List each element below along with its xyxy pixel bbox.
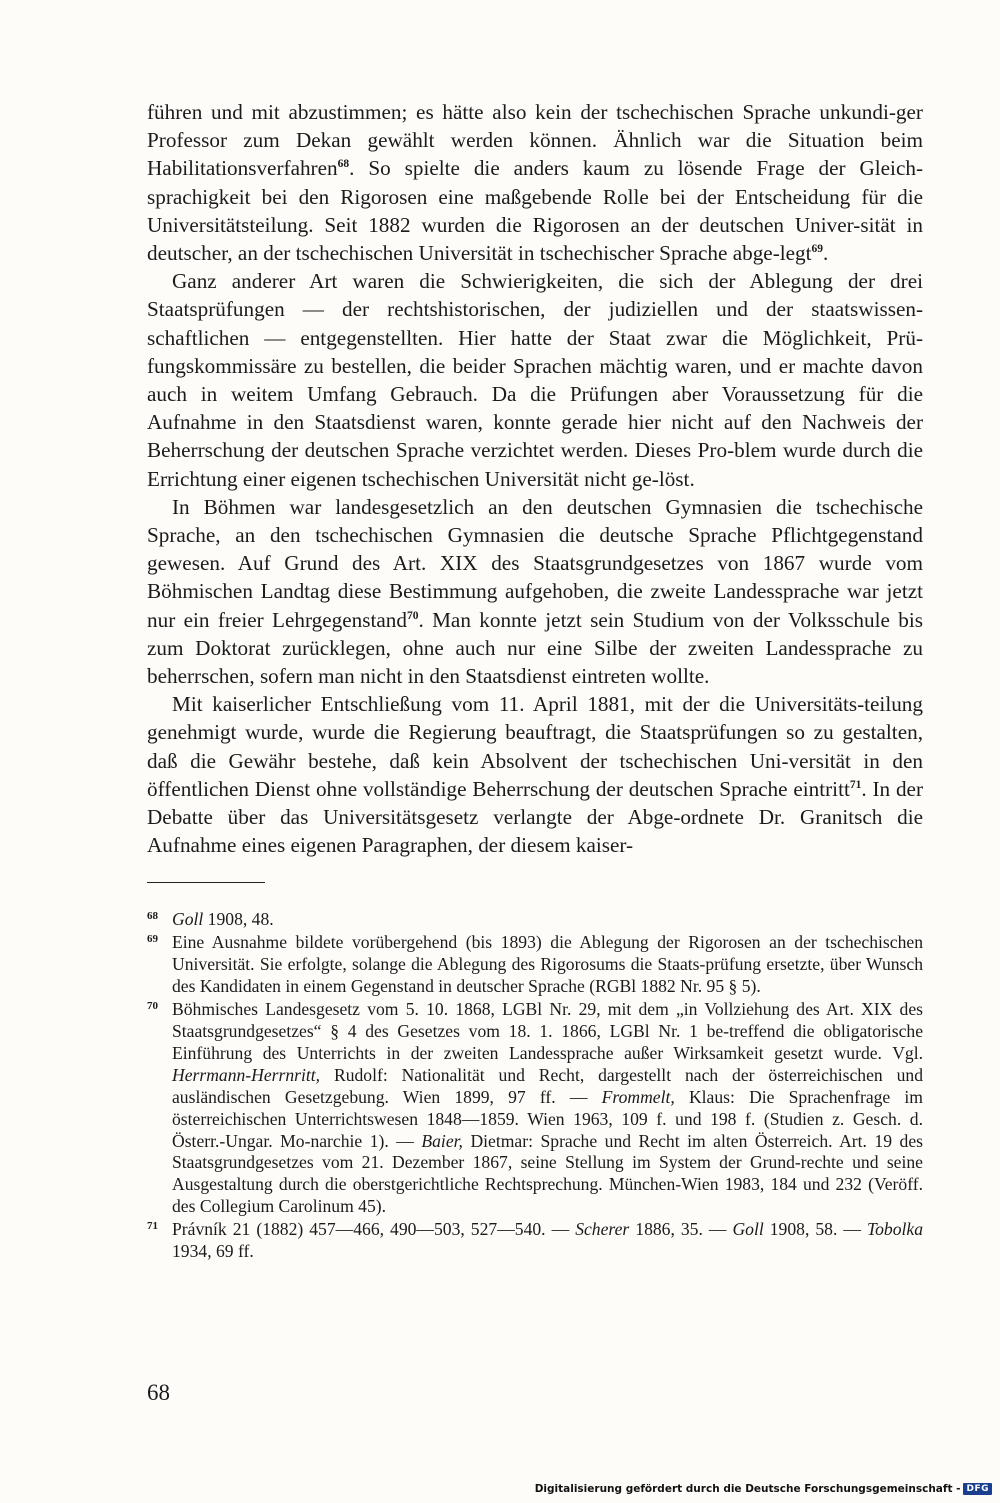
paragraph-1-text-3: . — [823, 241, 829, 266]
dfg-logo: DFG — [963, 1483, 992, 1495]
footnote-text — [172, 909, 923, 931]
footnote-number: 69 — [147, 933, 158, 946]
footnote-text-segment: Böhmisches Landesgesetz vom 5. 10. 1868, LGBl Nr. 29, mit dem „in Vollziehung des Art. XIX des Staatsgrundgesetzes“ § 4 des Gesetzes vom 18. 1. 1866, LGBl Nr. 1 be-treffend die obligatorische Einführung des Unterrichts in der zweiten Landessprache außer Wirksamkeit gesetzt wurde. Vgl. — [172, 999, 923, 1063]
paragraph-1 — [147, 98, 923, 267]
footnote-text-segment: 1934, 69 ff. — [172, 1241, 254, 1262]
footnote-text-segment: 1908, 48. — [203, 909, 274, 930]
footnote-text — [172, 932, 923, 998]
footnote-ref-71[interactable]: 71 — [849, 778, 862, 791]
footnote-author-name: Baier, — [421, 1130, 463, 1151]
footnote-ref-68[interactable]: 68 — [337, 158, 350, 171]
footnote-number: 71 — [147, 1220, 158, 1233]
footnote-text-segment: Rudolf: Nationalität und Recht, dargestellt nach der österreichischen und ausländischen Gesetzgebung. Wien 1899, 97 ff. — — [172, 1064, 923, 1107]
footnote-author-name: Tobolka — [866, 1219, 924, 1240]
paragraph-3-text: In Böhmen war landesgesetzlich an den deutschen Gymnasien die tschechische Sprache, an den tschechischen Gymnasien die deutsche Sprache Pflichtgegenstand gewesen. Auf Grund des Art. XIX des Staatsgrundgesetzes von 1867 wurde vom Böhmischen Landtag diese Bestimmung aufgehoben, die zweite Landessprache war jetzt nur ein freier Lehrgegenstand — [147, 494, 923, 632]
footnote-author-name: Goll — [172, 909, 204, 930]
footnote-text-segment: 1908, 58. — — [763, 1219, 867, 1240]
footnote-71 — [147, 1219, 923, 1263]
footnote-divider — [147, 882, 265, 883]
paragraph-2: Ganz anderer Art waren die Schwierigkeiten, die sich der Ablegung der drei Staatsprüfungen — der rechtshistorischen, der judiziellen und der staatswissen-schaftlichen — entgegenstellten. Hier hatte der Staat zwar die Möglichkeit, Prü-fungskommissäre zu bestellen, die beider Sprachen mächtig waren, und er machte davon auch in weitem Umfang Gebrauch. Da die Prüfungen aber Voraussetzung für die Aufnahme in den Staatsdienst waren, konnte gerade hier nicht auf den Nachweis der Beherrschung der deutschen Sprache verzichtet werden. Dieses Pro-blem wurde durch die Errichtung einer eigenen tschechischen Universität nicht ge-löst. — [147, 269, 923, 491]
paragraph-4 — [147, 690, 923, 859]
footnote-text — [172, 999, 923, 1218]
digitization-text: Digitalisierung gefördert durch die Deutsche Forschungsgemeinschaft - — [534, 1483, 961, 1495]
footnote-ref-69[interactable]: 69 — [811, 243, 824, 256]
footnote-number: 70 — [147, 1000, 158, 1013]
footnote-69 — [147, 932, 923, 998]
footnote-author-name: Goll — [732, 1219, 764, 1240]
paragraph-4-text: Mit kaiserlicher Entschließung vom 11. April 1881, mit der die Universitäts-teilung genehmigt wurde, wurde die Regierung beauftragt, die Staatsprüfungen so zu gestalten, daß die Gewähr bestehe, daß kein Absolvent der tschechischen Uni-versität in den öffentlichen Dienst ohne vollständige Beherrschung der deutschen Sprache eintritt — [147, 692, 923, 801]
footnote-author-name: Herrmann-Herrnritt, — [172, 1064, 321, 1085]
footnote-text-segment: Dietmar: Sprache und Recht im alten Österreich. Art. 19 des Staatsgrundgesetzes vom 21. Dezember 1867, seine Stellung im System der Grund-rechte und seine Ausgestaltung durch die oberstgerichtliche Rechtsprechung. München-Wien 1983, 184 und 232 (Veröff. des Collegium Carolinum 45). — [172, 1130, 923, 1217]
paragraph-1-text: führen und mit abzustimmen; es hätte also kein der tschechischen Sprache unkundi-ger Professor zum Dekan gewählt werden können. Ähnlich war die Situation beim Habilitationsverfahren — [147, 100, 923, 181]
footnote-author-name: Frommelt, — [601, 1086, 675, 1107]
page-content — [147, 98, 923, 1264]
paragraph-1-text-2: . So spielte die anders kaum zu lösende Frage der Gleich-sprachigkeit bei den Rigorosen eine maßgebende Rolle bei der Entscheidung für die Universitätsteilung. Seit 1882 wurden die Rigorosen an der deutschen Univer-sität in deutscher, an der tschechischen Universität in tschechischer Sprache abge-legt — [147, 156, 923, 266]
footnote-text-segment: Eine Ausnahme bildete vorübergehend (bis 1893) die Ablegung der Rigorosen an der tschechischen Universität. Sie erfolgte, solange die Ablegung des Rigorosums die Staats-prüfung ersetzte, über Wunsch des Kandidaten in einem Gegenstand in deutscher Sprache (RGBl 1882 Nr. 95 § 5). — [172, 932, 923, 997]
paragraph-4-text-2: . In der Debatte über das Universitätsgesetz verlangte der Abge-ordnete Dr. Granitsch die Aufnahme eines eigenen Paragraphen, der diesem kaiser- — [147, 776, 923, 858]
footnote-text — [172, 1219, 923, 1263]
footnote-text-segment: Klaus: Die Sprachenfrage im österreichischen Unterrichtswesen 1848—1859. Wien 1963, 109 f. und 198 f. (Studien z. Gesch. d. Österr.-Ungar. Mo-narchie 1). — — [172, 1086, 923, 1151]
footnote-text-segment: 1886, 35. — — [629, 1219, 733, 1240]
paragraph-3 — [147, 493, 923, 690]
footnotes — [147, 909, 923, 1263]
footnote-number: 68 — [147, 910, 158, 923]
paragraph-3-text-2: . Man konnte jetzt sein Studium von der Volksschule bis zum Doktorat zurücklegen, ohne auch nur eine Silbe der zweiten Landessprache zu beherrschen, sofern man nicht in den Staatsdienst eintreten wollte. — [147, 607, 923, 689]
footnote-68 — [147, 909, 923, 931]
footnote-70 — [147, 999, 923, 1218]
body-text — [147, 98, 923, 859]
footnote-text-segment: Právník 21 (1882) 457—466, 490—503, 527—540. — — [172, 1219, 576, 1240]
digitization-notice — [535, 1483, 992, 1495]
footnote-ref-70[interactable]: 70 — [406, 609, 419, 622]
page-number: 68 — [147, 1380, 170, 1405]
footnote-author-name: Scherer — [575, 1219, 630, 1240]
